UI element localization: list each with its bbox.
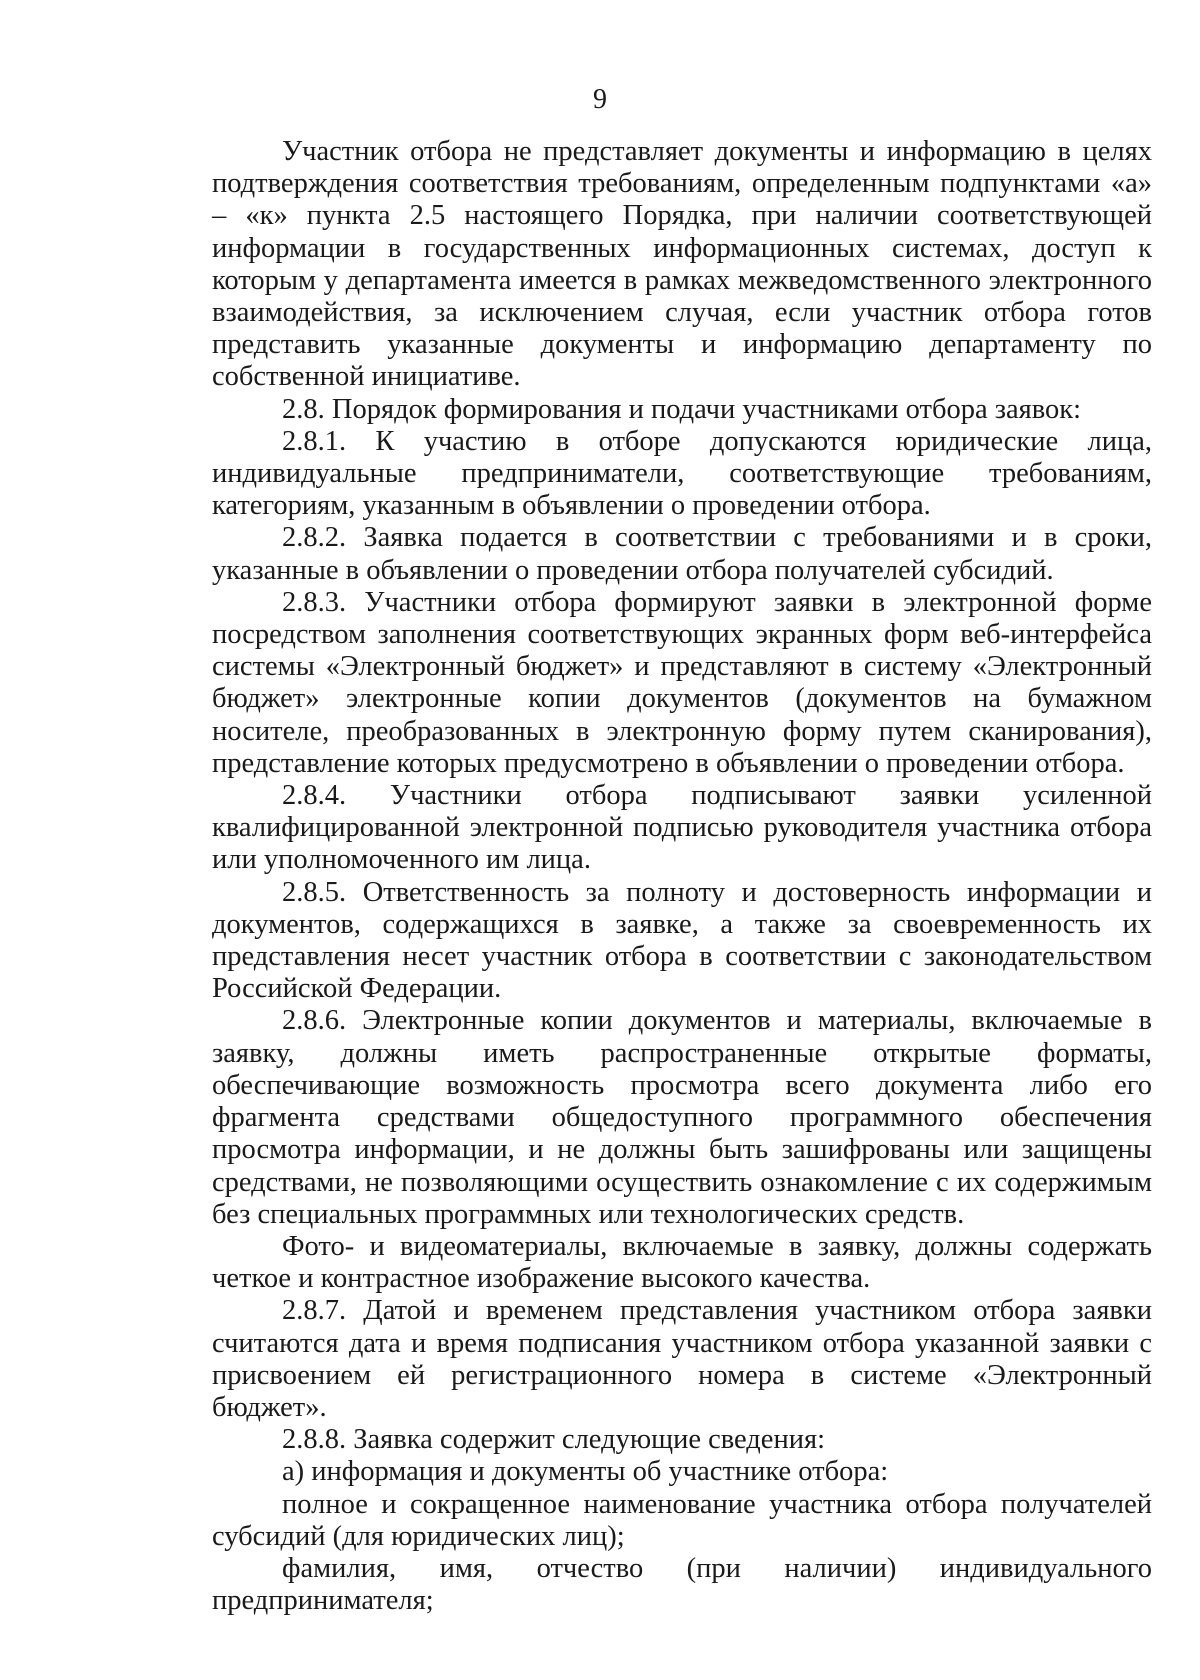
document-body — [212, 136, 1152, 1617]
paragraph-2-8-2: 2.8.2. Заявка подается в соответствии с требованиями и в сроки, указанные в объявлении о проведении отбора получателей субсидий. — [212, 522, 1152, 586]
paragraph-photo-video: Фото- и видеоматериалы, включаемые в заявку, должны содержать четкое и контрастное изображение высокого качества. — [212, 1230, 1152, 1295]
paragraph-2-8-3: 2.8.3. Участники отбора формируют заявки в электронной форме посредством заполнения соответствующих экранных форм веб-интерфейса системы «Электронный бюджет» и представляют в систему «Электронный бюджет» электронные копии документов (документов на бумажном носителе, преобразованных в электронную форму путем сканирования), представление которых предусмотрено в объявлении о проведении отбора. — [212, 586, 1152, 779]
paragraph-full-name: полное и сокращенное наименование участника отбора получателей субсидий (для юридических лиц); — [212, 1488, 1152, 1552]
paragraph-participant-documents: Участник отбора не представляет документы и информацию в целях подтверждения соответствия требованиям, определенным подпунктами «а» – «к» пункта 2.5 настоящего Порядка, при наличии соответствующей информации в государственных информационных системах, доступ к которым у департамента имеется в рамках межведомственного электронного взаимодействия, за исключением случая, если участник отбора готов представить указанные документы и информацию департаменту по собственной инициативе. — [212, 136, 1152, 393]
page-number: 9 — [593, 84, 607, 115]
paragraph-2-8-4: 2.8.4. Участники отбора подписывают заявки усиленной квалифицированной электронной подписью руководителя участника отбора или уполномоченного им лица. — [212, 780, 1152, 876]
paragraph-2-8-7: 2.8.7. Датой и временем представления участником отбора заявки считаются дата и время подписания участником отбора указанной заявки с присвоением ей регистрационного номера в системе «Электронный бюджет». — [212, 1295, 1152, 1423]
paragraph-2-8-1: 2.8.1. К участию в отборе допускаются юридические лица, индивидуальные предприниматели, соответствующие требованиям, категориям, указанным в объявлении о проведении отбора. — [212, 425, 1152, 522]
paragraph-2-8-5: 2.8.5. Ответственность за полноту и достоверность информации и документов, содержащихся в заявке, а также за своевременность их представления несет участник отбора в соответствии с законодательством Российской Федерации. — [212, 876, 1152, 1005]
paragraph-2-8-6: 2.8.6. Электронные копии документов и материалы, включаемые в заявку, должны иметь распространенные открытые форматы, обеспечивающие возможность просмотра всего документа либо его фрагмента средствами общедоступного программного обеспечения просмотра информации, и не должны быть зашифрованы или защищены средствами, не позволяющими осуществить ознакомление с их содержимым без специальных программных или технологических средств. — [212, 1005, 1152, 1230]
paragraph-item-a: а) информация и документы об участнике отбора: — [282, 1456, 889, 1488]
paragraph-2-8-heading: 2.8. Порядок формирования и подачи участниками отбора заявок: — [282, 393, 1082, 425]
paragraph-entrepreneur-name: фамилия, имя, отчество (при наличии) индивидуального предпринимателя; — [212, 1552, 1152, 1617]
paragraph-2-8-8: 2.8.8. Заявка содержит следующие сведения: — [282, 1424, 825, 1456]
